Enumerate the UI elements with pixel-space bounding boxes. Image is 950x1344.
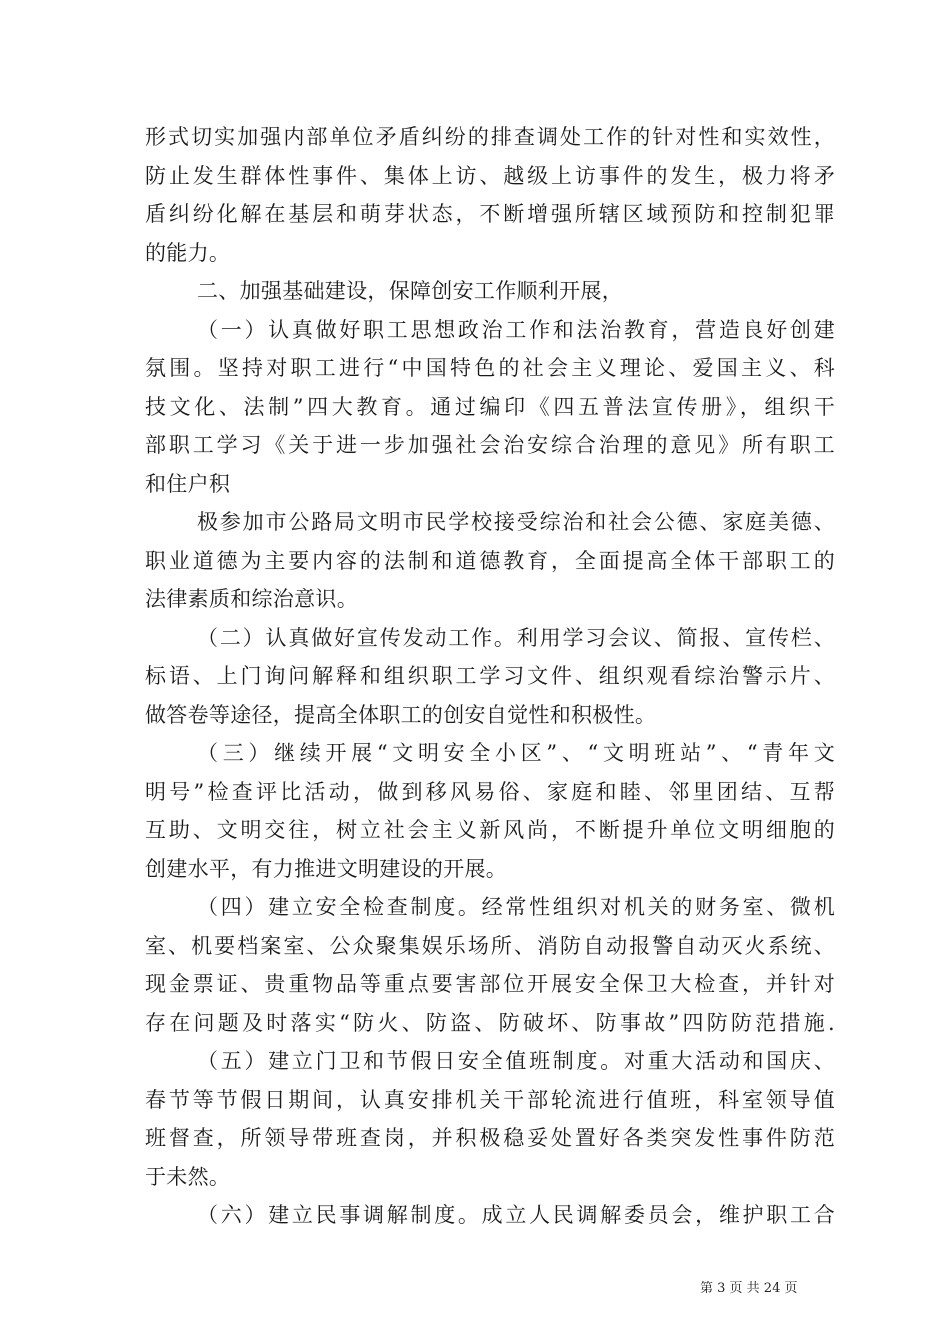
text-line: 互助、文明交往，树立社会主义新风尚，不断提升单位文明细胞的 (145, 818, 835, 842)
page-number: 第 3 页 共 24 页 (700, 1281, 798, 1296)
text-line: 和住户积 (145, 471, 231, 496)
text-line: 形式切实加强内部单位矛盾纠纷的排查调处工作的针对性和实效性， (145, 125, 835, 149)
text-line: 于未然。 (145, 1164, 231, 1189)
text-line: 存在问题及时落实“防火、防盗、防破坏、防事故”四防防范措施. (145, 1010, 835, 1035)
text-line: 防止发生群体性事件、集体上访、越级上访事件的发生，极力将矛 (145, 163, 835, 188)
text-line: 部职工学习《关于进一步加强社会治安综合治理的意见》所有职工 (145, 433, 835, 457)
text-line: 室、机要档案室、公众聚集娱乐场所、消防自动报警自动灭火系统、 (145, 933, 835, 958)
text-line: （三）继续开展“文明安全小区”、“文明班站”、“青年文 (197, 741, 835, 765)
text-line: 春节等节假日期间，认真安排机关干部轮流进行值班，科室领导值 (145, 1087, 835, 1112)
text-line: 明号”检查评比活动，做到移风易俗、家庭和睦、邻里团结、互帮 (145, 779, 835, 804)
text-line: 技文化、法制”四大教育。通过编印《四五普法宣传册》，组织干 (145, 394, 835, 419)
text-line: 创建水平，有力推进文明建设的开展。 (145, 856, 508, 881)
text-line: （二）认真做好宣传发动工作。利用学习会议、简报、宣传栏、 (197, 625, 835, 650)
text-line: （一）认真做好职工思想政治工作和法治教育，营造良好创建 (197, 317, 835, 342)
text-line: 现金票证、贵重物品等重点要害部位开展安全保卫大检查，并针对 (145, 972, 835, 996)
text-line: 氛围。坚持对职工进行“中国特色的社会主义理论、爱国主义、科 (145, 356, 835, 380)
text-line: （五）建立门卫和节假日安全值班制度。对重大活动和国庆、 (197, 1049, 835, 1073)
text-line: 做答卷等途径，提高全体职工的创安自觉性和积极性。 (145, 702, 657, 727)
text-line: 的能力。 (145, 240, 231, 265)
text-line: （六）建立民事调解制度。成立人民调解委员会，维护职工合 (197, 1203, 835, 1227)
body-text (145, 118, 835, 1235)
text-line: 二、加强基础建设，保障创安工作顺利开展， (197, 279, 623, 303)
text-line: 盾纠纷化解在基层和萌芽状态，不断增强所辖区域预防和控制犯罪 (145, 202, 835, 226)
text-line: 法律素质和综治意识。 (145, 587, 358, 611)
text-line: 班督查，所领导带班查岗，并积极稳妥处置好各类突发性事件防范 (145, 1126, 835, 1150)
text-line: 极参加市公路局文明市民学校接受综治和社会公德、家庭美德、 (197, 510, 835, 534)
text-line: （四）建立安全检查制度。经常性组织对机关的财务室、微机 (197, 895, 835, 919)
text-line: 职业道德为主要内容的法制和道德教育，全面提高全体干部职工的 (145, 548, 835, 573)
text-line: 标语、上门询问解释和组织职工学习文件、组织观看综治警示片、 (145, 664, 835, 688)
